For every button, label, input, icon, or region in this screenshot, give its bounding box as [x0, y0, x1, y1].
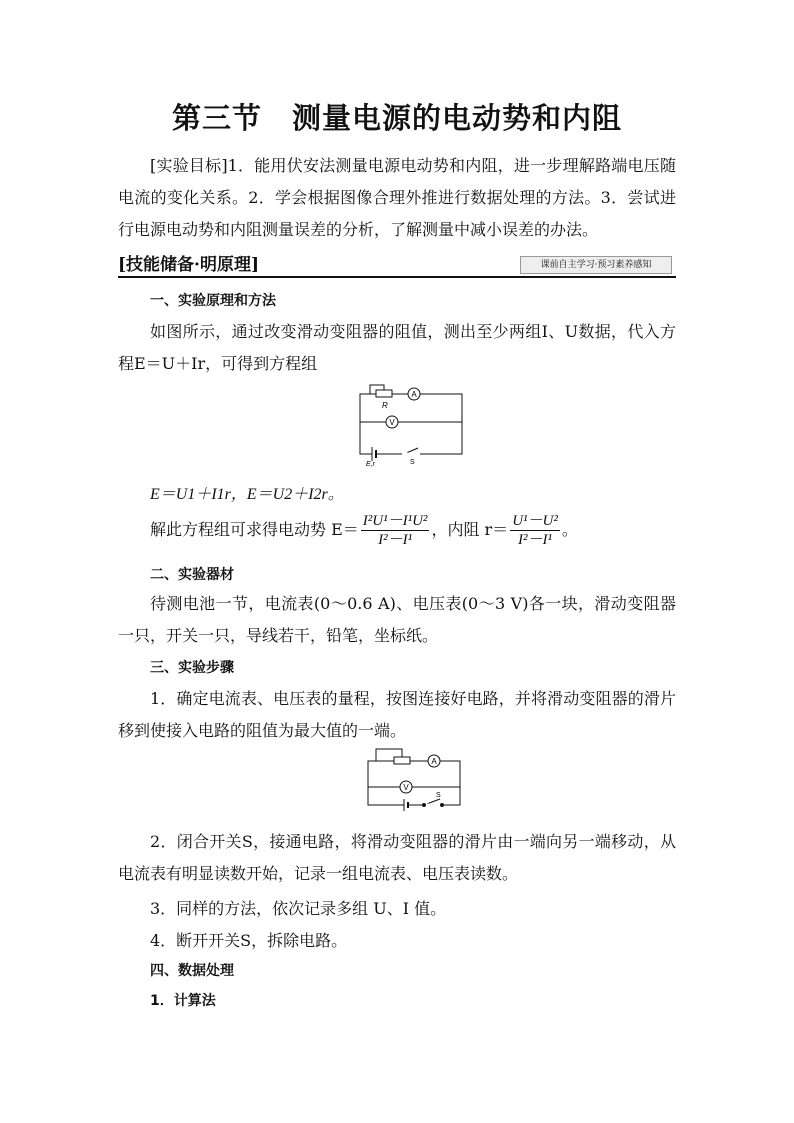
emf-numerator: I²U¹－I¹U²: [362, 513, 428, 529]
resistance-numerator: U¹－U²: [512, 513, 558, 529]
emf-fraction: [361, 512, 430, 549]
circuit2-label-A: A: [431, 757, 437, 766]
solution-line: [150, 508, 578, 552]
step-2: 2．闭合开关S，接通电路，将滑动变阻器的滑片由一端向另一端移动，从电流表有明显读数开始，记录一组电流表、电压表读数。: [118, 832, 676, 883]
step-3: 3．同样的方法，依次记录多组 U、I 值。: [150, 899, 447, 918]
objectives-paragraph: [实验目标]1．能用伏安法测量电源电动势和内阻，进一步理解路端电压随电流的变化关系。2．学会根据图像合理外推进行数据处理的方法。3．尝试进行电源电动势和内阻测量误差的分析，了解测量中减小误差的办法。: [118, 156, 676, 239]
principle-intro: 如图所示，通过改变滑动变阻器的阻值，测出至少两组I、U数据，代入方程E＝U＋Ir，可得到方程组: [118, 322, 676, 373]
equipment-paragraph: 待测电池一节，电流表(0～0.6 A)、电压表(0～3 V)各一块，滑动变阻器一只，开关一只，导线若干，铅笔，坐标纸。: [118, 594, 676, 645]
circuit1-label-S: S: [410, 459, 415, 466]
subheading-calculation: 1．计算法: [150, 993, 216, 1009]
heading-data-processing: 四、数据处理: [150, 963, 234, 979]
solution-prefix: 解此方程组可求得电动势 E＝: [150, 520, 359, 539]
circuit1-label-V: V: [389, 418, 395, 427]
section-bar: [118, 250, 676, 278]
page-title: 第三节 测量电源的电动势和内阻: [171, 101, 622, 135]
circuit1-label-R: R: [382, 401, 388, 410]
equation-system: E＝U1＋I1r，E＝U2＋I2r。: [150, 486, 344, 503]
section-bar-tag: 课前自主学习·预习素养感知: [520, 256, 672, 274]
emf-denominator: I²－I¹: [378, 532, 413, 548]
heading-steps: 三、实验步骤: [150, 660, 234, 676]
circuit1-label-A: A: [411, 390, 417, 399]
circuit1-label-Er: E,r: [366, 461, 375, 468]
solution-end: 。: [561, 520, 578, 539]
circuit2-label-V: V: [403, 783, 409, 792]
circuit-diagram-1: [352, 382, 472, 472]
circuit2-label-S: S: [436, 792, 441, 799]
solution-mid: ，内阻 r＝: [431, 520, 509, 539]
step-4: 4．断开开关S，拆除电路。: [150, 931, 348, 950]
section-bar-label: [技能储备·明原理]: [118, 255, 260, 275]
step-1: 1．确定电流表、电压表的量程，按图连接好电路，并将滑动变阻器的滑片移到使接入电路的阻值为最大值的一端。: [118, 689, 676, 740]
heading-principle: 一、实验原理和方法: [150, 293, 276, 309]
circuit-diagram-2: [360, 743, 464, 821]
resistance-fraction: [510, 512, 560, 549]
heading-equipment: 二、实验器材: [150, 567, 234, 583]
resistance-denominator: I²－I¹: [518, 532, 553, 548]
